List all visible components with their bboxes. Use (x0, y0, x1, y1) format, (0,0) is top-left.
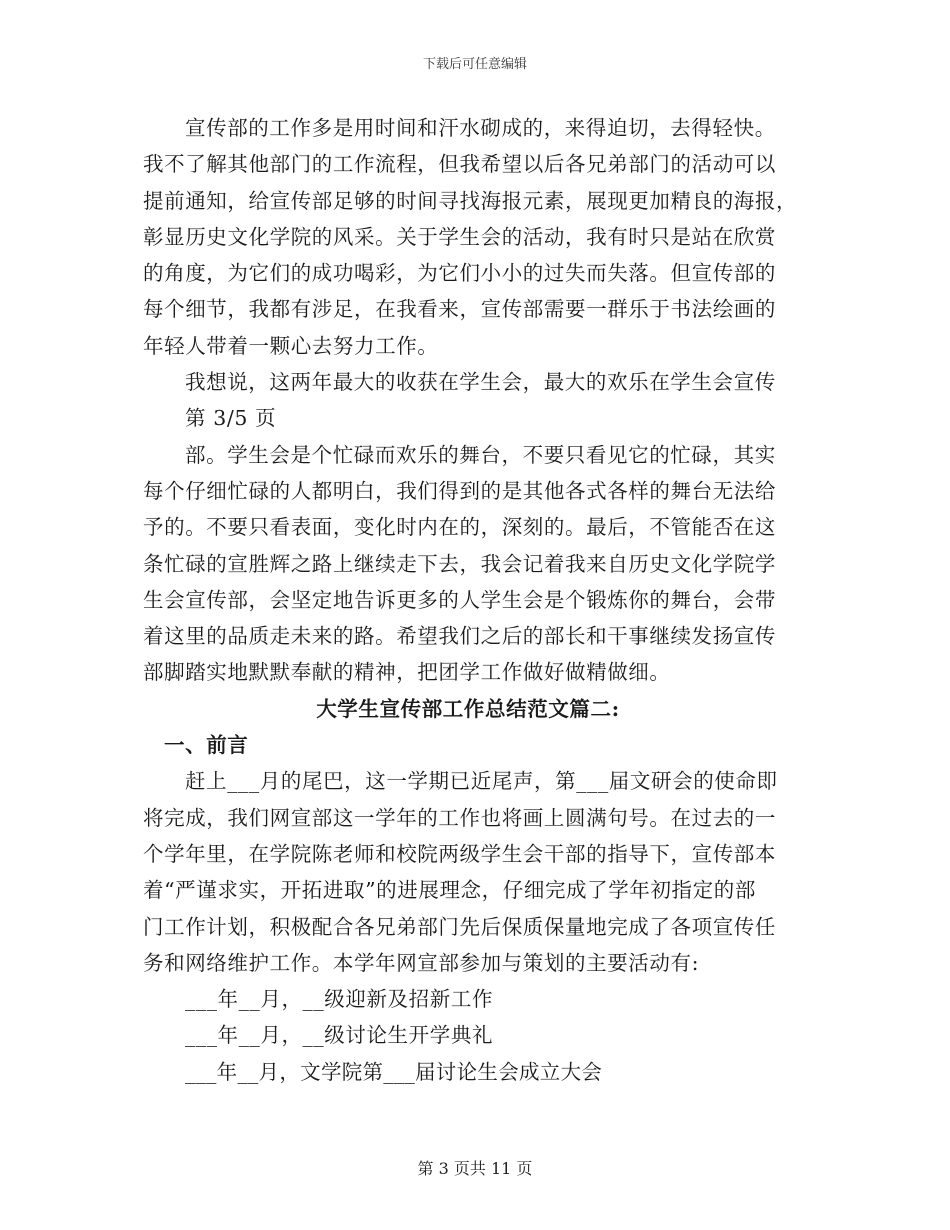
paragraph-line: 年轻人带着一颗心去努力工作。 (143, 333, 439, 358)
paragraph-line: 务和网络维护工作。本学年网宣部参加与策划的主要活动有: (143, 950, 700, 975)
paragraph-line: 着这里的品质走未来的路。希望我们之后的部长和干事继续发扬宣传 (143, 624, 776, 649)
paragraph-line: 提前通知，给宣传部足够的时间寻找海报元素，展现更加精良的海报， (143, 188, 798, 213)
section-title: 大学生宣传部工作总结范文篇二: (316, 696, 620, 721)
section-heading: 一、前言 (164, 733, 249, 758)
paragraph-line: 个学年里，在学院陈老师和校院两级学生会干部的指导下，宣传部本 (143, 841, 776, 866)
paragraph-line: 我想说，这两年最大的收获在学生会，最大的欢乐在学生会宣传 (185, 370, 776, 395)
paragraph-line: 部。学生会是个忙碌而欢乐的舞台，不要只看见它的忙碌，其实 (185, 442, 776, 467)
paragraph-line: 将完成，我们网宣部这一学年的工作也将画上圆满句号。在过去的一 (143, 805, 776, 830)
paragraph-line: 着“严谨求实，开拓进取”的进展理念，仔细完成了学年初指定的部 (143, 878, 756, 903)
list-item: ___年__月，文学院第___届讨论生会成立大会 (185, 1059, 603, 1084)
paragraph-line: 予的。不要只看表面，变化时内在的，深刻的。最后，不管能否在这 (143, 515, 776, 540)
paragraph-line: 宣传部的工作多是用时间和汗水砌成的，来得迫切，去得轻快。 (185, 116, 776, 140)
list-item: ___年__月，__级迎新及招新工作 (185, 987, 494, 1012)
page-footer-number: 第 3 页共 11 页 (417, 1159, 533, 1178)
paragraph-line: 条忙碌的宣胜辉之路上继续走下去，我会记着我来自历史文化学院学 (143, 551, 776, 576)
paragraph-line: 的角度，为它们的成功喝彩，为它们小小的过失而失落。但宣传部的 (143, 261, 776, 286)
paragraph-line: 我不了解其他部门的工作流程，但我希望以后各兄弟部门的活动可以 (143, 152, 776, 177)
paragraph-line: 部脚踏实地默默奉献的精神，把团学工作做好做精做细。 (143, 660, 671, 685)
paragraph-line: 彰显历史文化学院的风采。关于学生会的活动，我有时只是站在欣赏 (143, 224, 776, 249)
document-body (143, 110, 798, 1090)
paragraph-line: 赶上___月的尾巴，这一学期已近尾声，第___届文研会的使命即 (185, 769, 778, 794)
page-header-note: 下载后可任意编辑 (422, 57, 527, 72)
paragraph-line: 门工作计划，积极配合各兄弟部门先后保质保量地完成了各项宣传任 (143, 914, 776, 939)
paragraph-line: 生会宣传部，会坚定地告诉更多的人学生会是个锻炼你的舞台，会带 (143, 587, 776, 612)
paragraph-line: 每个细节，我都有涉足，在我看来，宣传部需要一群乐于书法绘画的 (143, 297, 776, 322)
list-item: ___年__月，__级讨论生开学典礼 (185, 1023, 494, 1048)
paragraph-line: 每个仔细忙碌的人都明白，我们得到的是其他各式各样的舞台无法给 (143, 478, 776, 503)
inline-page-marker: 第 3/5 页 (185, 406, 277, 431)
